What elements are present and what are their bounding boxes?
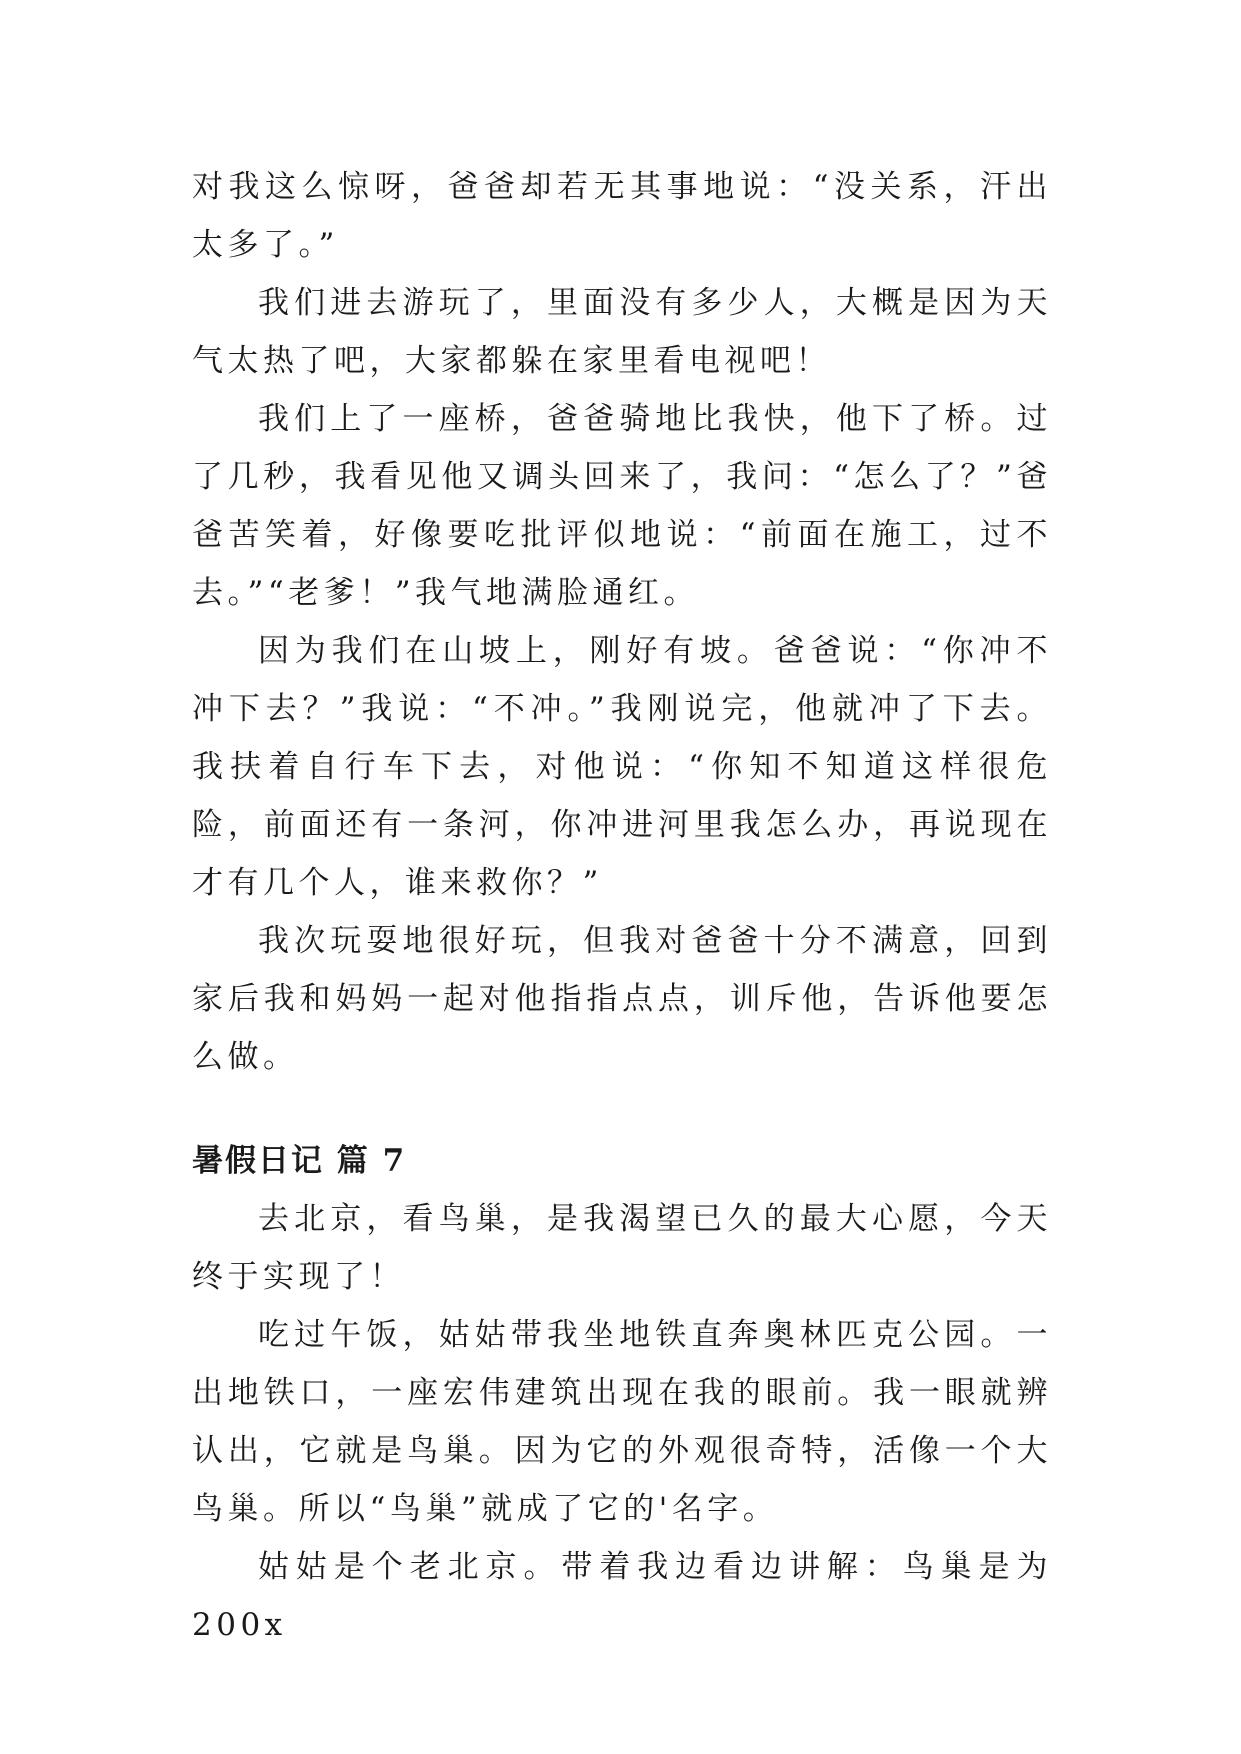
paragraph-2: 我们进去游玩了，里面没有多少人，大概是因为天气太热了吧，大家都躲在家里看电视吧！ [192, 285, 1052, 379]
paragraph-3: 我们上了一座桥，爸爸骑地比我快，他下了桥。过了几秒，我看见他又调头回来了，我问：“怎么了？”爸爸苦笑着，好像要吃批评似地说：“前面在施工，过不去。”“老爹！”我气地满脸通红。 [192, 401, 1052, 611]
document-body [192, 158, 1052, 1654]
paragraph-4: 因为我们在山坡上，刚好有坡。爸爸说：“你冲不冲下去？”我说：“不冲。”我刚说完，他就冲了下去。我扶着自行车下去，对他说：“你知不知道这样很危险，前面还有一条河，你冲进河里我怎么办，再说现在才有几个人，谁来救你？” [192, 633, 1052, 901]
section-heading: 暑假日记 篇 7 [192, 1143, 407, 1179]
paragraph-5: 我次玩耍地很好玩，但我对爸爸十分不满意，回到家后我和妈妈一起对他指指点点，训斥他，告诉他要怎么做。 [192, 923, 1052, 1075]
paragraph-7: 吃过午饭，姑姑带我坐地铁直奔奥林匹克公园。一出地铁口，一座宏伟建筑出现在我的眼前。我一眼就辨认出，它就是鸟巢。因为它的外观很奇特，活像一个大鸟巢。所以“鸟巢”就成了它的'名字。 [192, 1317, 1052, 1527]
paragraph-1: 对我这么惊呀，爸爸却若无其事地说：“没关系，汗出太多了。” [192, 169, 1052, 263]
paragraph-6: 去北京，看鸟巢，是我渴望已久的最大心愿，今天终于实现了！ [192, 1201, 1052, 1295]
paragraph-8: 姑姑是个老北京。带着我边看边讲解：鸟巢是为 200x [192, 1549, 1052, 1643]
